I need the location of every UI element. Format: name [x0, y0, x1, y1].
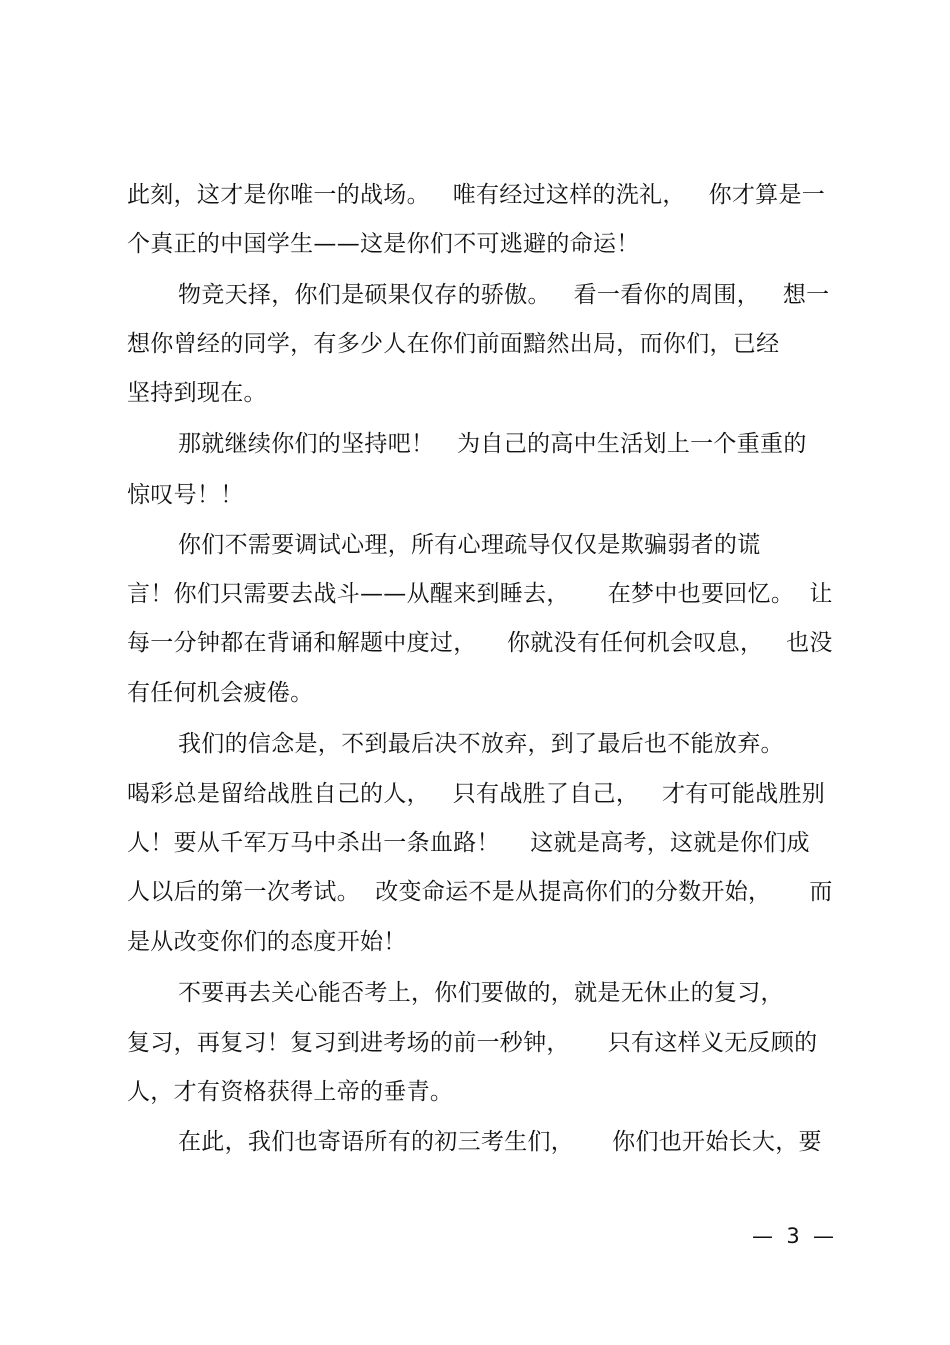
text-line: 人！要从千军万马中杀出一条血路！ 这就是高考，这就是你们成: [127, 830, 810, 856]
text-line: 人，才有资格获得上帝的垂青。: [127, 1079, 454, 1105]
text-line: 言！你们只需要去战斗——从醒来到睡去， 在梦中也要回忆。 让: [127, 581, 833, 607]
text-line: 惊叹号！！: [127, 482, 244, 508]
text-line: 物竞天择，你们是硕果仅存的骄傲。 看一看你的周围， 想一: [178, 282, 830, 308]
text-line: 我们的信念是，不到最后决不放弃，到了最后也不能放弃。: [178, 731, 784, 757]
text-line: 复习，再复习！复习到进考场的前一秒钟， 只有这样义无反顾的: [127, 1030, 818, 1056]
text-line: 那就继续你们的坚持吧！ 为自己的高中生活划上一个重重的: [178, 431, 807, 457]
text-line: 在此，我们也寄语所有的初三考生们， 你们也开始长大，要: [178, 1129, 822, 1155]
text-line: 不要再去关心能否考上，你们要做的，就是无休止的复习，: [178, 980, 784, 1006]
text-line: 喝彩总是留给战胜自己的人， 只有战胜了自己， 才有可能战胜别: [127, 781, 826, 807]
text-line: 想你曾经的同学，有多少人在你们前面黯然出局，而你们，已经: [127, 331, 780, 357]
text-line: 坚持到现在。: [127, 380, 267, 406]
text-line: 有任何机会疲倦。: [127, 680, 314, 706]
text-line: 是从改变你们的态度开始！: [127, 929, 407, 955]
text-line: 每一分钟都在背诵和解题中度过， 你就没有任何机会叹息， 也没: [127, 630, 833, 656]
text-line: 个真正的中国学生——这是你们不可逃避的命运！: [127, 231, 640, 257]
text-line: 你们不需要调试心理，所有心理疏导仅仅是欺骗弱者的谎: [178, 532, 761, 558]
text-line: 此刻，这才是你唯一的战场。 唯有经过这样的洗礼， 你才算是一: [127, 182, 826, 208]
page-number: — 3 —: [752, 1224, 835, 1248]
text-line: 人以后的第一次考试。 改变命运不是从提高你们的分数开始， 而: [127, 879, 833, 905]
